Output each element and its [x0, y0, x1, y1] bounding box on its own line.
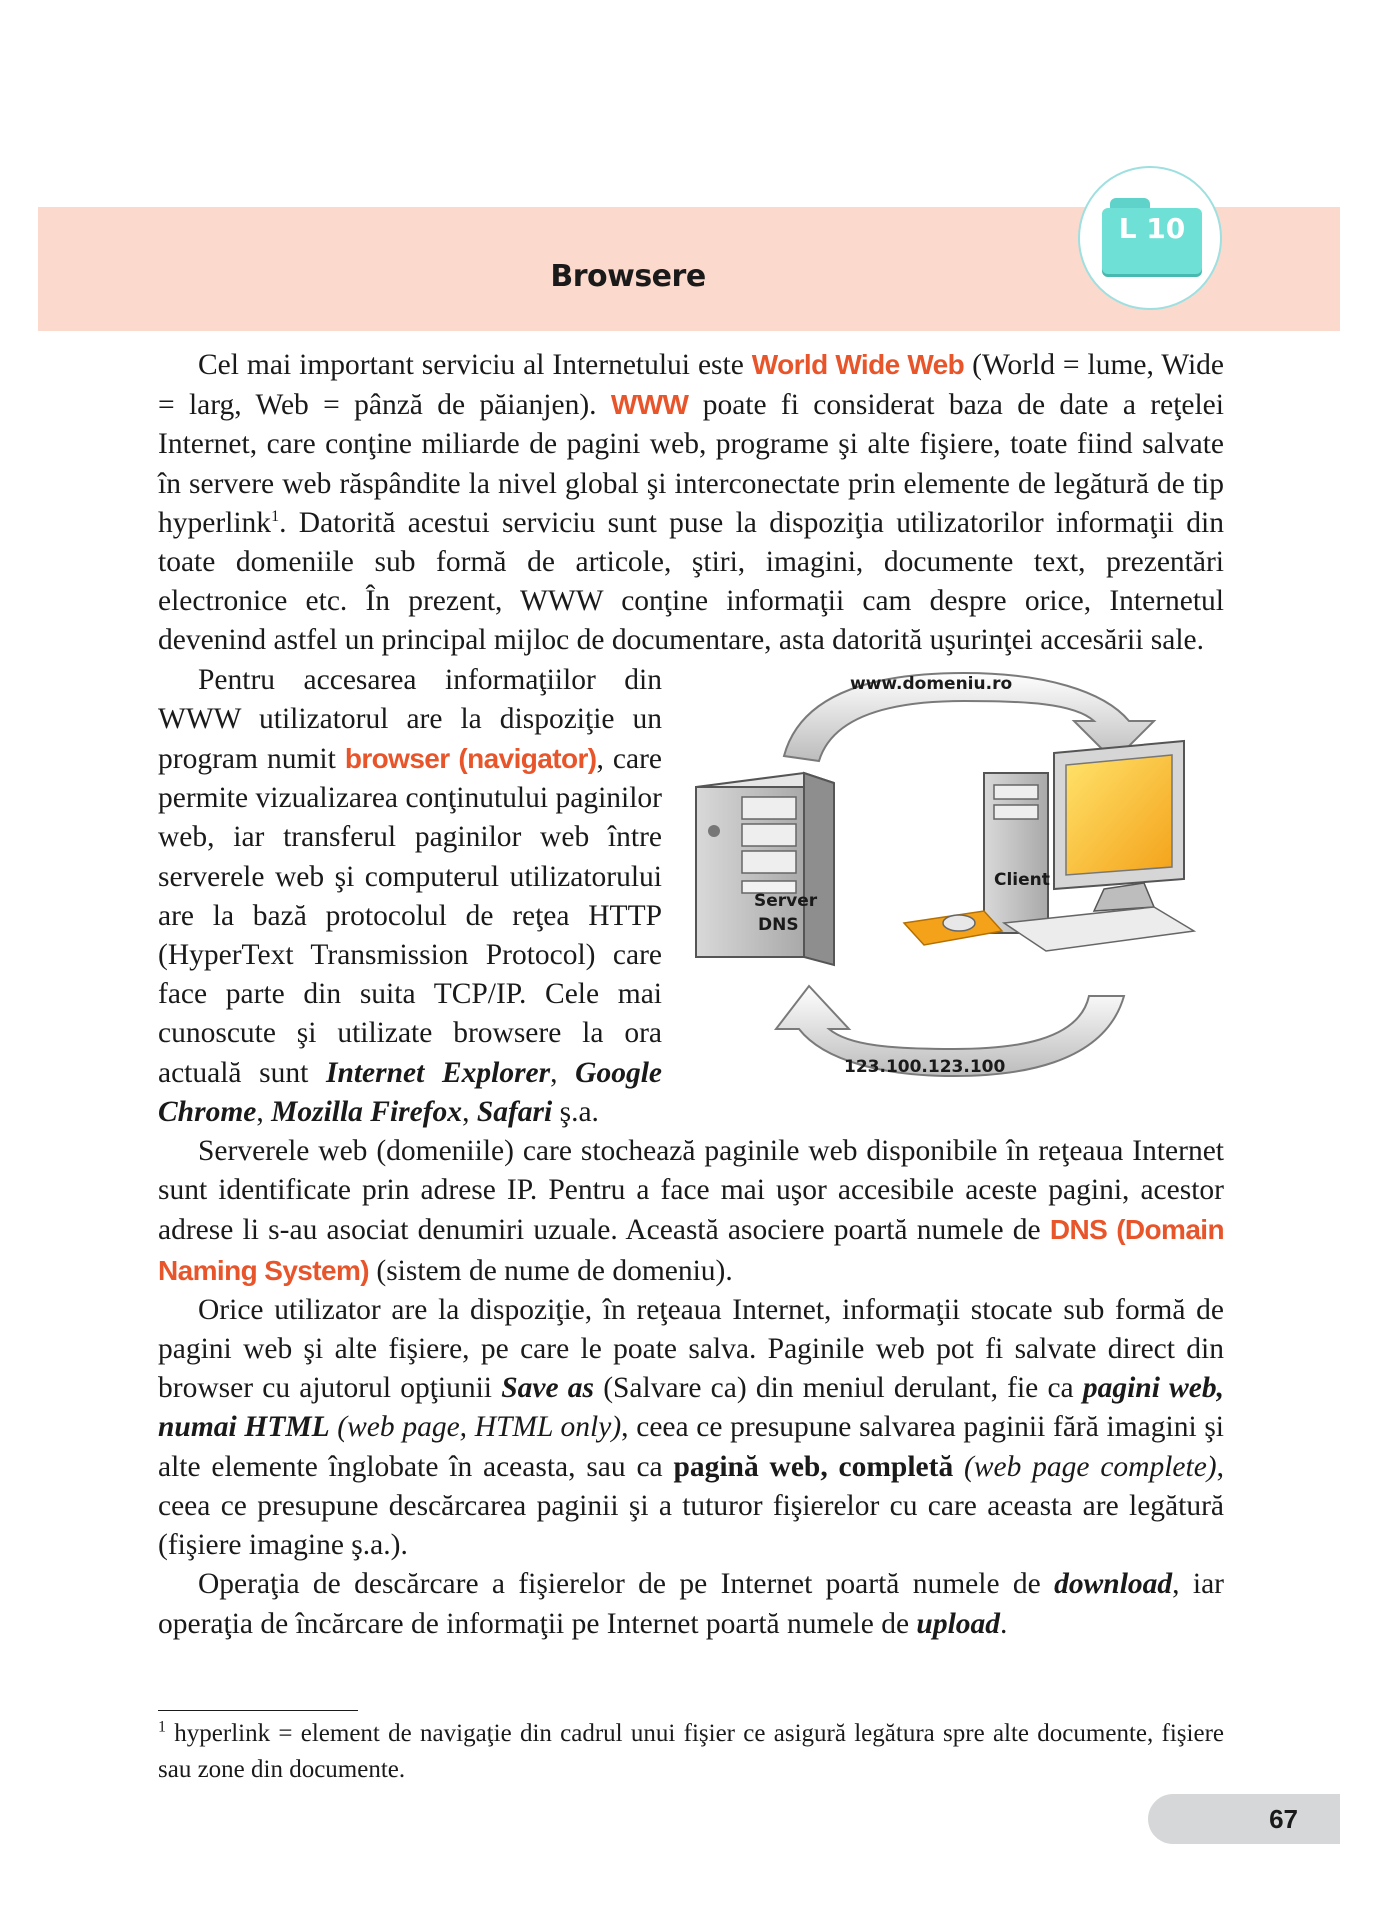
page-number: 67 [1269, 1804, 1298, 1834]
ip-label: 123.100.123.100 [844, 1056, 1006, 1077]
client-label: Client [994, 869, 1050, 890]
dns-label: DNS [758, 914, 799, 935]
paragraph-3: Serverele web (domeniile) care stochează paginile web disponibile în reţeaua Internet sunt identificate prin adrese IP. Pentru a face mai uşor accesibile aceste pagini, acestor adrese li s-au asociat denumiri uzuale. Această asociere poartă numele de DNS (Domain Naming System) (sistem de nume de domeniu). [158, 1135, 1224, 1287]
term-world-wide-web: World Wide Web [751, 349, 965, 380]
footnote-divider [158, 1710, 358, 1711]
paragraph-2: Pentru accesarea informaţiilor din WWW utilizatorul are la dispoziţie un program numit browser (navigator), care permite vizualizarea conţinutului paginilor web, iar transferul paginilor web între serverele web şi computerul utilizatorului are la bază protocolul de reţea HTTP (HyperText Transmission Protocol) care face parte din suita TCP/IP. Cele mai cunoscute şi utilizate browsere la ora actuală sunt Internet Explorer, Google Chrome, Mozilla Firefox, Safari ş.a. [158, 663, 662, 1128]
footnote: $^1$ hyperlink = element de navigaţie din cadrul unui fişier ce asigură legătura spre alte documente, fişiere sau zone din documente. [158, 1718, 1224, 1783]
term-browser: browser (navigator) [344, 743, 597, 775]
term-www: WWW [610, 389, 689, 421]
url-label: www.domeniu.ro [850, 673, 1013, 694]
paragraph-1: Cel mai important serviciu al Internetului este World Wide Web (World = lume, Wide = larg, Web = pânză de păianjen). WWW poate fi considerat baza de date a reţelei Internet, care conţine miliarde de pagini web, programe şi alte fişiere, toate fiind salvate în servere web răspândite la nivel global şi interconectate prin elemente de legătură de tip hyperlink$^1$. Datorită acestui serviciu sunt puse la dispoziţia utilizatorilor informaţii din toate domeniile sub formă de articole, ştiri, imagini, documente text, prezentări electronice etc. În prezent, WWW conţine informaţii cam despre orice, Internetul devenind astfel un principal mijloc de documentare, asta datorită uşurinţei accesării sale. [158, 349, 1224, 657]
dns-diagram-graphic [684, 661, 1224, 1091]
paragraph-5: Operaţia de descărcare a fişierelor de pe Internet poartă numele de download, iar operaţia de încărcare de informaţii pe Internet poartă numele de upload. [158, 1568, 1224, 1640]
dns-diagram [684, 661, 1224, 1091]
lesson-number: L 10 [1118, 212, 1186, 245]
folder-icon [1102, 198, 1202, 278]
footnote-ref: 1 [271, 507, 280, 525]
body-text [158, 345, 1224, 1644]
server-label: Server [754, 890, 818, 911]
paragraph-4: Orice utilizator are la dispoziţie, în reţeaua Internet, informaţii stocate sub formă de pagini web şi alte fişiere, pe care le poate salva. Paginile web pot fi salvate direct din browser cu ajutorul opţiunii Save as (Salvare ca) din meniul derulant, fie ca pagini web, numai HTML (web page, HTML only), ceea ce presupune salvarea paginii fără imagini şi alte elemente înglobate în aceasta, sau ca pagină web, completă (web page complete), ceea ce presupune descărcarea paginii şi a tuturor fişierelor cu care aceasta are legătură (fişiere imagine ş.a.). [158, 1293, 1225, 1562]
page-number-tab [1148, 1794, 1340, 1844]
term-dns: DNS (Domain Naming System) [158, 1214, 1224, 1286]
client-computer-icon [904, 741, 1194, 951]
page-title: Browsere [550, 259, 706, 294]
lesson-badge [1078, 166, 1222, 310]
